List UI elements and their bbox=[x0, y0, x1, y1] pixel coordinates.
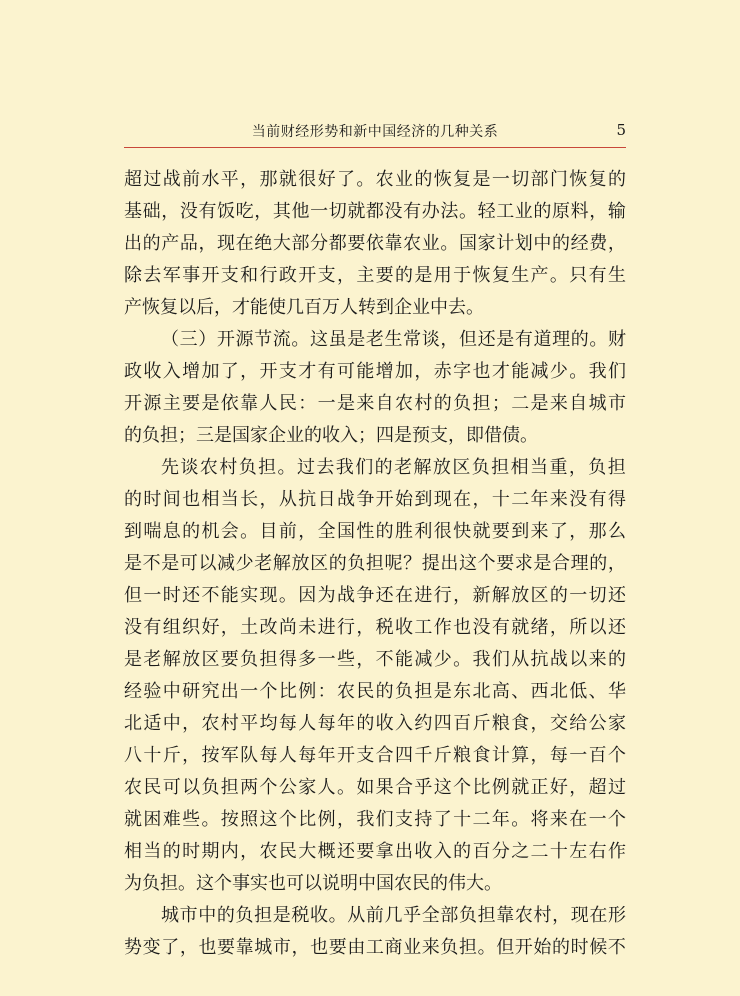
text-line: 是 老 解 放 区 要 负 担 得 多 一 些 ， 不 能 减 少 。 我 们 从 抗 战 以 来 的 bbox=[124, 649, 626, 670]
text-line: 是 不 是 可 以 减 少 老 解 放 区 的 负 担 呢 ？ 提 出 这 个 要 求 是 合 理 的 ， bbox=[124, 553, 626, 574]
text-line: 政 收 入 增 加 了 ， 开 支 才 有 可 能 增 加 ， 赤 字 也 才 能 减 少 。 我 们 bbox=[124, 361, 626, 382]
text-line: 城 市 中 的 负 担 是 税 收 。 从 前 几 乎 全 部 负 担 靠 农 村 ， 现 在 形 bbox=[161, 905, 626, 926]
text-line: 的 负 担 ； 三 是 国 家 企 业 的 收 入 ； 四 是 预 支 ， 即 借 债 。 bbox=[124, 425, 538, 446]
text-line: 农 民 可 以 负 担 两 个 公 家 人 。 如 果 合 乎 这 个 比 例 就 正 好 ， 超 过 bbox=[124, 777, 626, 798]
running-head bbox=[124, 118, 626, 144]
text-line: 八 十 斤 ， 按 军 队 每 人 每 年 开 支 合 四 千 斤 粮 食 计 算 ， 每 一 百 个 bbox=[124, 745, 626, 766]
running-title: 当前财经形势和新中国经济的几种关系 bbox=[251, 124, 499, 140]
text-line: 超 过 战 前 水 平 ， 那 就 很 好 了 。 农 业 的 恢 复 是 一 切 部 门 恢 复 的 bbox=[124, 169, 626, 190]
body-text bbox=[124, 164, 626, 964]
text-line: 北 适 中 ， 农 村 平 均 每 人 每 年 的 收 入 约 四 百 斤 粮 食 ， 交 给 公 家 bbox=[124, 713, 626, 734]
text-line: 相 当 的 时 期 内 ， 农 民 大 概 还 要 拿 出 收 入 的 百 分 之 二 十 左 右 作 bbox=[124, 841, 626, 862]
text-line: （ 三 ） 开 源 节 流 。 这 虽 是 老 生 常 谈 ， 但 还 是 有 道 理 的 。 财 bbox=[161, 329, 626, 350]
text-line: 出 的 产 品 ， 现 在 绝 大 部 分 都 要 依 靠 农 业 。 国 家 计 划 中 的 经 费 ， bbox=[124, 233, 626, 254]
text-line: 就 困 难 些 。 按 照 这 个 比 例 ， 我 们 支 持 了 十 二 年 。 将 来 在 一 个 bbox=[124, 809, 626, 830]
text-line: 为 负 担 。 这 个 事 实 也 可 以 说 明 中 国 农 民 的 伟 大 。 bbox=[124, 873, 502, 894]
text-line: 基 础 ， 没 有 饭 吃 ， 其 他 一 切 就 都 没 有 办 法 。 轻 工 业 的 原 料 ， 输 bbox=[124, 201, 626, 222]
text-line: 的 时 间 也 相 当 长 ， 从 抗 日 战 争 开 始 到 现 在 ， 十 二 年 来 没 有 得 bbox=[124, 489, 626, 510]
text-line: 产 恢 复 以 后 ， 才 能 使 几 百 万 人 转 到 企 业 中 去 。 bbox=[124, 297, 484, 318]
text-line: 除 去 军 事 开 支 和 行 政 开 支 ， 主 要 的 是 用 于 恢 复 生 产 。 只 有 生 bbox=[124, 265, 626, 286]
text-line: 开 源 主 要 是 依 靠 人 民 ： 一 是 来 自 农 村 的 负 担 ； 二 是 来 自 城 市 bbox=[124, 393, 626, 414]
text-line: 没 有 组 织 好 ， 土 改 尚 未 进 行 ， 税 收 工 作 也 没 有 就 绪 ， 所 以 还 bbox=[124, 617, 626, 638]
header-rule bbox=[124, 147, 626, 148]
text-line: 到 喘 息 的 机 会 。 目 前 ， 全 国 性 的 胜 利 很 快 就 要 到 来 了 ， 那 么 bbox=[124, 521, 626, 542]
text-line: 势 变 了 ， 也 要 靠 城 市 ， 也 要 由 工 商 业 来 负 担 。 但 开 始 的 时 候 不 bbox=[124, 937, 626, 958]
text-line: 但 一 时 还 不 能 实 现 。 因 为 战 争 还 在 进 行 ， 新 解 放 区 的 一 切 还 bbox=[124, 585, 626, 606]
page-number: 5 bbox=[616, 121, 626, 139]
text-line: 先 谈 农 村 负 担 。 过 去 我 们 的 老 解 放 区 负 担 相 当 重 ， 负 担 bbox=[161, 457, 626, 478]
text-line: 经 验 中 研 究 出 一 个 比 例 ： 农 民 的 负 担 是 东 北 高 、 西 北 低 、 华 bbox=[124, 681, 626, 702]
